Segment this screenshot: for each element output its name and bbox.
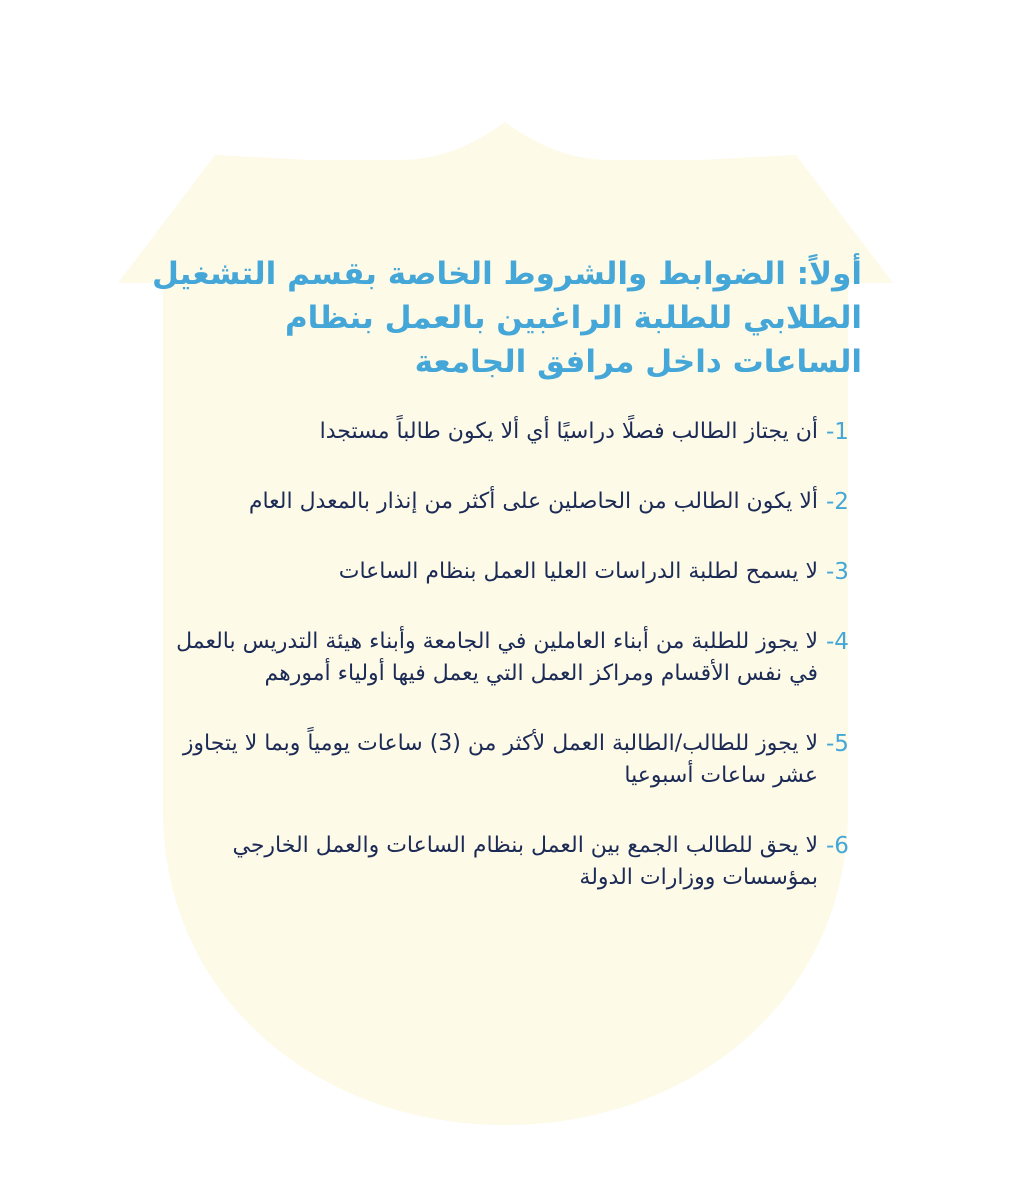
list-item — [150, 416, 862, 448]
item-number: -5 — [826, 731, 849, 757]
list-item — [150, 626, 862, 690]
list-item — [150, 728, 862, 792]
item-number: -3 — [826, 559, 849, 585]
list-item — [150, 486, 862, 518]
section-title: أولاً: الضوابط والشروط الخاصة بقسم التشغيل الطلابي للطلبة الراغبين بالعمل بنظام الساعات داخل مرافق الجامعة — [152, 256, 862, 380]
item-number: -1 — [826, 419, 849, 445]
item-text: لا يجوز للطلبة من أبناء العاملين في الجامعة وأبناء هيئة التدريس بالعمل في نفس الأقسام ومراكز العمل التي يعمل فيها أولياء أمورهم — [176, 629, 818, 686]
item-text: لا يحق للطالب الجمع بين العمل بنظام الساعات والعمل الخارجي بمؤسسات ووزارات الدولة — [232, 833, 818, 890]
item-number: -4 — [826, 629, 849, 655]
list-item — [150, 830, 862, 894]
document-content — [150, 252, 862, 932]
item-text: لا يجوز للطالب/الطالبة العمل لأكثر من (3) ساعات يومياً وبما لا يتجاوز عشر ساعات أسبوعيا — [182, 731, 818, 788]
item-text: لا يسمح لطلبة الدراسات العليا العمل بنظام الساعات — [338, 559, 818, 584]
item-text: أن يجتاز الطالب فصلًا دراسيًا أي ألا يكون طالباً مستجدا — [319, 419, 818, 444]
item-text: ألا يكون الطالب من الحاصلين على أكثر من إنذار بالمعدل العام — [248, 489, 818, 514]
item-number: -2 — [826, 489, 849, 515]
conditions-list — [150, 416, 862, 894]
item-number: -6 — [826, 833, 849, 859]
list-item — [150, 556, 862, 588]
